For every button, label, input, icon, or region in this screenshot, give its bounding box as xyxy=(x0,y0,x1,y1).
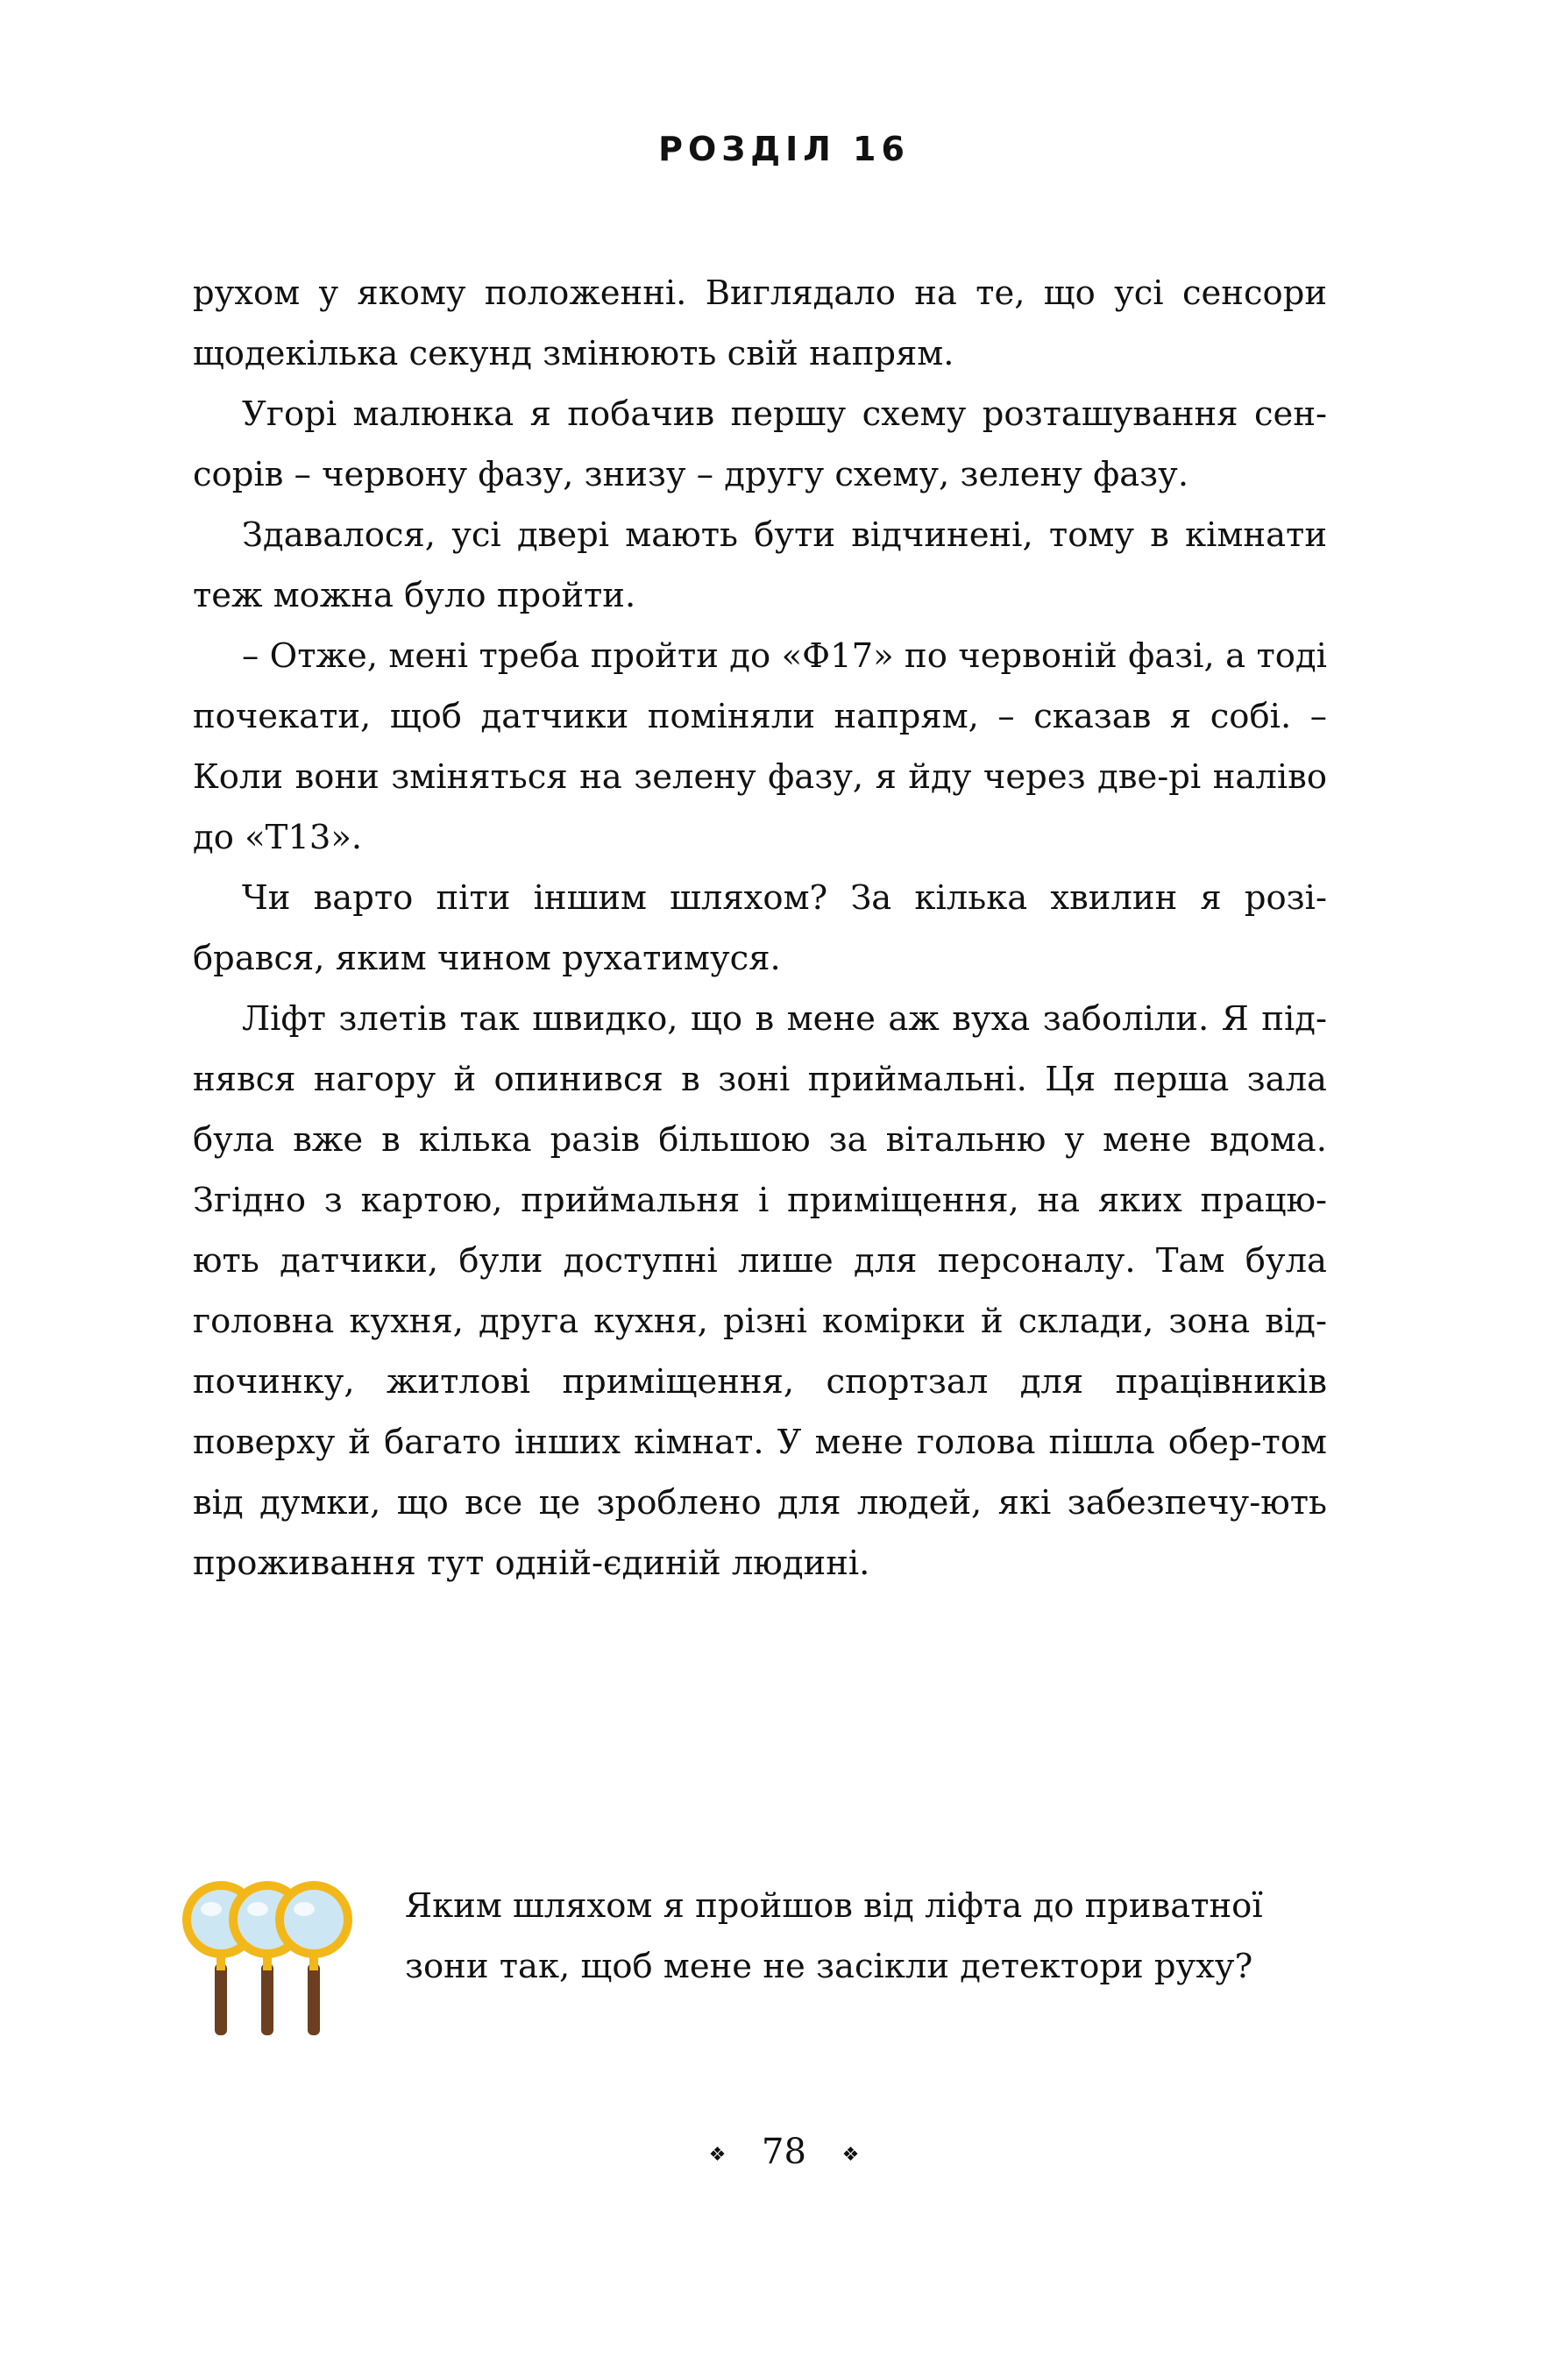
task-question: Яким шляхом я пройшов від ліфта до приватної зони так, щоб мене не засікли детектори руху? xyxy=(405,1886,1263,1986)
paragraph: Здавалося, усі двері мають бути відчинені, тому в кімнати теж можна було пройти. xyxy=(193,515,1327,615)
paragraph: рухом у якому положенні. Виглядало на те, що усі сенсори щодекілька секунд змінюють свій напрям. xyxy=(193,273,1327,373)
paragraph: Ліфт злетів так швидко, що в мене аж вуха заболіли. Я під-нявся нагору й опинився в зоні приймальні. Ця перша зала була вже в кілька разів більшою за вітальню у мене вдома. Згідно з картою, приймальня і приміщення, на яких працю-ють датчики, були доступні лише для персоналу. Там була головна кухня, друга кухня, різні комірки й склади, зона від-починку, житлові приміщення, спортзал для працівників поверху й багато інших кімнат. У мене голова пішла обер-том від думки, що все це зроблено для людей, які забезпечу-ють проживання тут одній-єдиній людині. xyxy=(193,999,1327,1583)
page-footer xyxy=(0,2132,1568,2172)
ornament-icon: ❖ xyxy=(841,2143,860,2166)
page-number: 78 xyxy=(762,2132,806,2172)
paragraph: – Отже, мені треба пройти до «Ф17» по червоній фазі, а тоді почекати, щоб датчики поміняли напрям, – сказав я собі. – Коли вони зміняться на зелену фазу, я йду через две-рі наліво до «Т13». xyxy=(193,636,1327,857)
body-text xyxy=(193,263,1327,1594)
ornament-icon: ❖ xyxy=(708,2143,727,2166)
puzzle-task xyxy=(180,1867,1363,2060)
three-magnifying-glasses-icon xyxy=(180,1867,364,2051)
paragraph: Чи варто піти іншим шляхом? За кілька хвилин я розі-брався, яким чином рухатимуся. xyxy=(193,878,1327,978)
chapter-title: РОЗДІЛ 16 xyxy=(658,130,910,168)
paragraph: Угорі малюнка я побачив першу схему розташування сен-сорів – червону фазу, знизу – другу схему, зелену фазу. xyxy=(193,394,1327,494)
